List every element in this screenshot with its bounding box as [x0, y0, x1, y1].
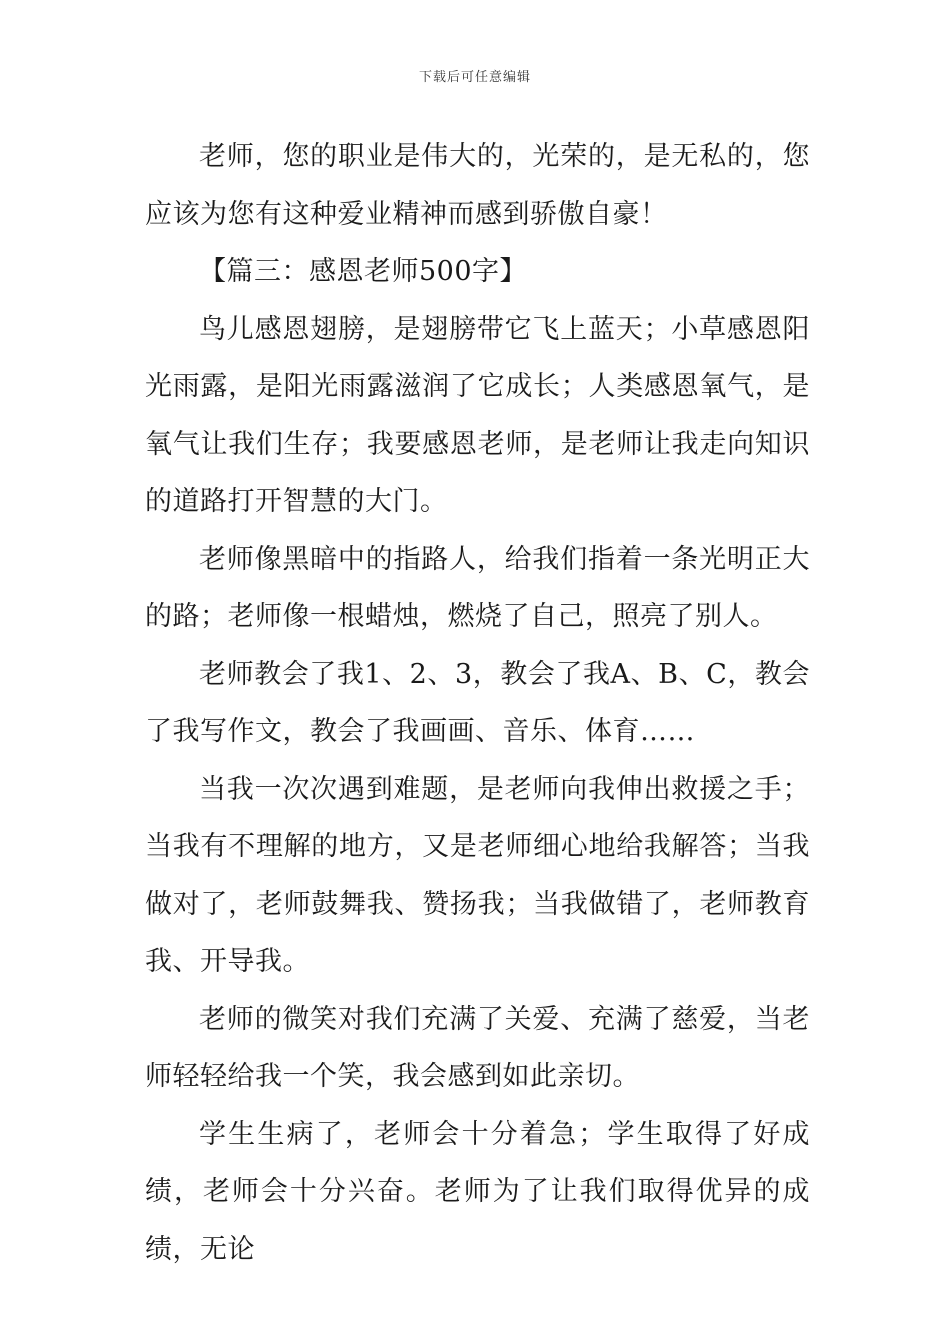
paragraph: 当我一次次遇到难题，是老师向我伸出救援之手；当我有不理解的地方，又是老师细心地给我解答；当我做对了，老师鼓舞我、赞扬我；当我做错了，老师教育我、开导我。: [145, 773, 810, 977]
header-note: 下载后可任意编辑: [418, 70, 531, 85]
section-heading: 【篇三：感恩老师500字】: [199, 256, 528, 287]
paragraph: 鸟儿感恩翅膀，是翅膀带它飞上蓝天；小草感恩阳光雨露，是阳光雨露滋润了它成长；人类感恩氧气，是氧气让我们生存；我要感恩老师，是老师让我走向知识的道路打开智慧的大门。: [145, 313, 810, 517]
paragraph: 老师，您的职业是伟大的，光荣的，是无私的，您应该为您有这种爱业精神而感到骄傲自豪！: [145, 141, 810, 230]
document-body: [145, 128, 810, 1278]
paragraph: 老师像黑暗中的指路人，给我们指着一条光明正大的路；老师像一根蜡烛，燃烧了自己，照亮了别人。: [145, 543, 810, 632]
paragraph: 老师的微笑对我们充满了关爱、充满了慈爱，当老师轻轻给我一个笑，我会感到如此亲切。: [145, 1003, 810, 1092]
paragraph: 老师教会了我1、2、3，教会了我A、B、C，教会了我写作文，教会了我画画、音乐、体育……: [145, 658, 810, 747]
paragraph: 学生生病了，老师会十分着急；学生取得了好成绩，老师会十分兴奋。老师为了让我们取得优异的成绩，无论: [145, 1118, 810, 1265]
